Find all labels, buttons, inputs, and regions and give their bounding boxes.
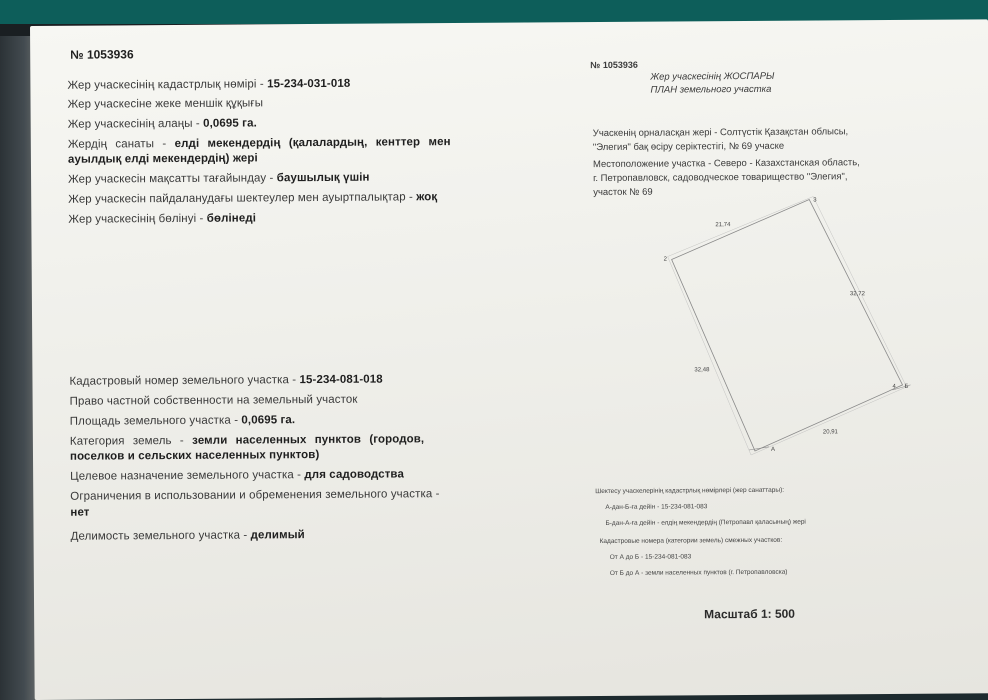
point-3: 3 [813, 197, 817, 204]
plan-location-kz-1: Учаскенің орналасқан жері - Солтүстік Қазақстан облысы, [592, 126, 849, 140]
plan-location-ru-1: Местоположение участка - Северо - Казахстанская область, [592, 157, 860, 171]
dim-left: 32,48 [694, 367, 710, 374]
ru-divisibility-line: Делимость земельного участка - делимый [70, 529, 305, 543]
kz-cadastral-line: Жер учаскесінің кадастрлық нөмірі - 15-234-031-018 [67, 77, 351, 92]
plan-scale: Масштаб 1: 500 [704, 606, 795, 622]
kz-restrictions-line: Жер учаскесін пайдаланудағы шектеулер мен ауыртпалықтар - жоқ [68, 191, 438, 206]
document-number: № 1053936 [70, 47, 134, 62]
neighbors-title-kz: Шектесу учаскелерінің кадастрлық нөмірлері (жер санаттары): [595, 486, 785, 496]
plan-number: № 1053936 [590, 59, 638, 71]
kz-category-line-cont: ауылдық елді мекендердің) жері [67, 152, 258, 166]
plan-location-ru-3: участок № 69 [593, 186, 653, 199]
neighbor-kz-2: Б-дан-А-ға дейін - елдің мекендердің (Петропавл қаласының) жері [605, 518, 806, 527]
kz-area-line: Жер учаскесінің алаңы - 0,0695 га. [67, 117, 257, 131]
plot-boundary-outer [667, 196, 907, 456]
kz-category-line: Жердің санаты - елді мекендердің (қалалардың, кенттер мен [67, 136, 451, 151]
ru-cadastral-line: Кадастровый номер земельного участка - 15-234-081-018 [69, 373, 383, 388]
neighbor-ru-1: От А до Б - 15-234-081-083 [609, 553, 692, 561]
ru-area-line: Площадь земельного участка - 0,0695 га. [69, 414, 296, 428]
ru-restrictions-line-cont: нет [70, 506, 90, 519]
ru-category-line-cont: поселков и сельских населенных пунктов) [69, 448, 320, 463]
dim-top: 21,74 [715, 222, 731, 229]
plot-boundary [671, 199, 903, 452]
dim-right: 32,72 [849, 291, 865, 298]
point-a: А [770, 446, 776, 453]
neighbor-ru-2: От Б до А - земли населенных пунктов (г. Петропавловска) [609, 568, 788, 577]
plan-title-ru: ПЛАН земельного участка [650, 83, 772, 96]
kz-purpose-line: Жер учаскесін мақсатты тағайындау - баушылық үшін [68, 171, 370, 186]
plan-location-kz-2: "Элегия" бақ өсіру серіктестігі, № 69 учаске [592, 140, 785, 154]
neighbors-title-ru: Кадастровые номера (категории земель) смежных участков: [599, 536, 783, 546]
kz-ownership-line: Жер учаскесіне жеке меншік құқығы [67, 97, 264, 111]
kz-divisibility-line: Жер учаскесінің бөлінуі - бөлінеді [68, 212, 257, 226]
ru-ownership-line: Право частной собственности на земельный участок [69, 393, 358, 408]
plan-title-kz: Жер учаскесінің ЖОСПАРЫ [650, 70, 775, 83]
ru-purpose-line: Целевое назначение земельного участка - для садоводства [70, 468, 404, 483]
plan-location-ru-2: г. Петропавловск, садоводческое товарищество "Элегия", [593, 171, 848, 185]
point-b: Б [904, 383, 909, 390]
ru-category-line: Категория земель - земли населенных пунктов (городов, [69, 433, 425, 448]
ru-restrictions-line: Ограничения в использовании и обременения земельного участка - [70, 488, 440, 503]
dim-bottom: 20,91 [822, 429, 838, 436]
point-2: 2 [663, 256, 668, 263]
neighbor-kz-1: А-дан-Б-ға дейін - 15-234-081-083 [605, 503, 708, 511]
point-4: 4 [892, 383, 896, 390]
land-plot-plan [591, 195, 913, 487]
land-certificate-page [30, 19, 988, 700]
